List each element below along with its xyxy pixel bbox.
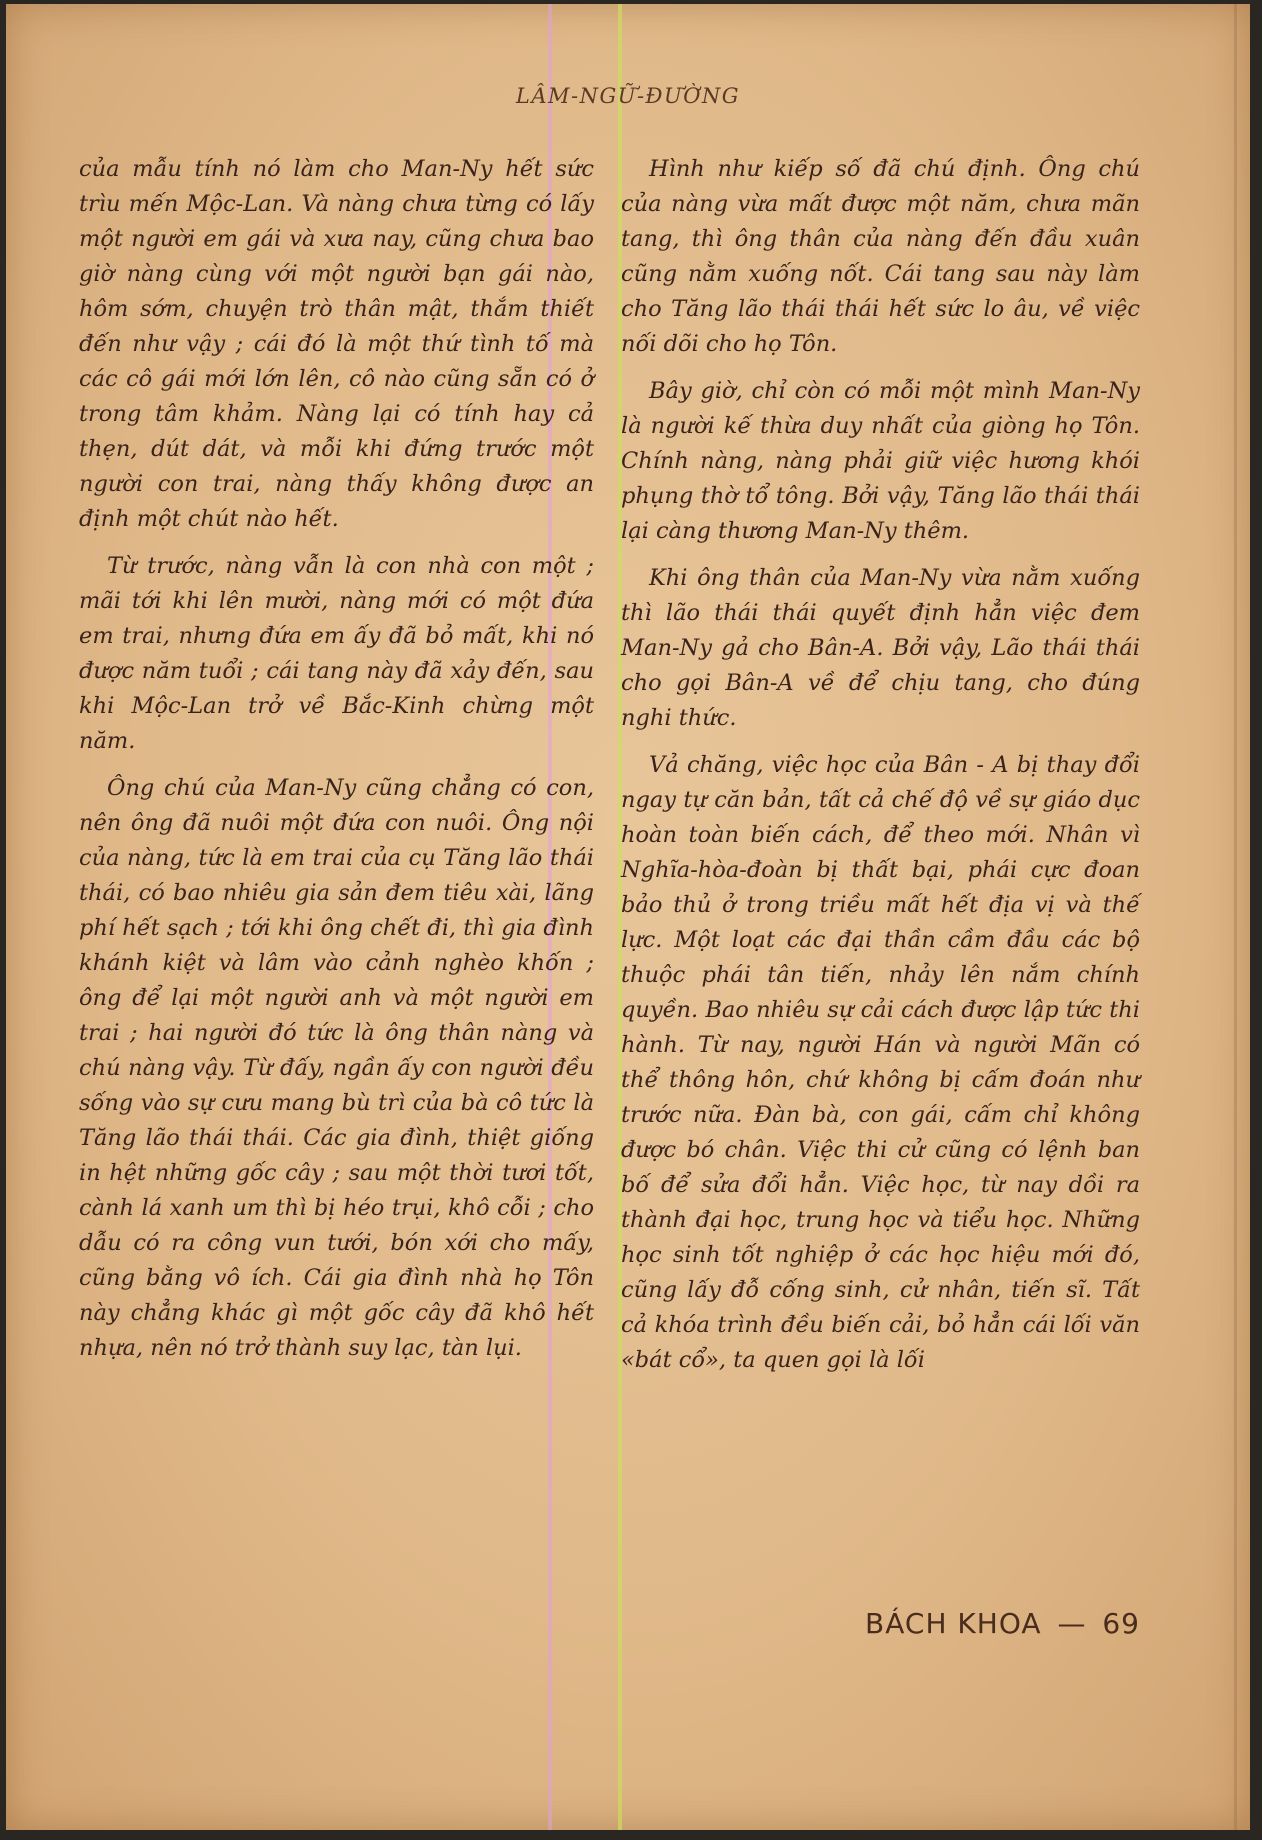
paragraph: Khi ông thân của Man-Ny vừa nằm xuống thì lão thái thái quyết định hẳn việc đem Man-Ny gả cho Bân-A. Bởi vậy, Lão thái thái cho gọi Bân-A về để chịu tang, cho đúng nghi thức. [621, 565, 1140, 731]
magazine-name: BÁCH KHOA [865, 1607, 1042, 1640]
paragraph: Hình như kiếp số đã chú định. Ông chú của nàng vừa mất được một năm, chưa mãn tang, thì ông thân của nàng đến đầu xuân cũng nằm xuống nốt. Cái tang sau này làm cho Tăng lão thái thái hết sức lo âu, về việc nối dõi cho họ Tôn. [621, 156, 1140, 357]
page-edge-shadow [1234, 4, 1237, 1830]
footer-dash: — [1057, 1607, 1087, 1640]
paragraph: Vả chăng, việc học của Bân - A bị thay đổi ngay tự căn bản, tất cả chế độ về sự giáo dục hoàn toàn biến cách, để theo mới. Nhân vì Nghĩa-hòa-đoàn bị thất bại, phái cực đoan bảo thủ ở trong triều mất hết địa vị và thế lực. Một loạt các đại thần cầm đầu các bộ thuộc phái tân tiến, nhảy lên nắm chính quyền. Bao nhiêu sự cải cách được lập tức thi hành. Từ nay, người Hán và người Mãn có thể thông hôn, chứ không bị cấm đoán như trước nữa. Đàn bà, con gái, cấm chỉ không được bó chân. Việc thi cử cũng có lệnh ban bố để sửa đổi hẳn. Việc học, từ nay dồi ra thành đại học, trung học và tiểu học. Những học sinh tốt nghiệp ở các học hiệu mới đó, cũng lấy đỗ cống sinh, cử nhân, tiến sĩ. Tất cả khóa trình đều biến cải, bỏ hẳn cái lối văn «bát cổ», ta quen gọi là lối [621, 752, 1140, 1373]
page-footer [859, 1607, 1140, 1640]
paragraph: Ông chú của Man-Ny cũng chẳng có con, nên ông đã nuôi một đứa con nuôi. Ông nội của nàng, tức là em trai của cụ Tăng lão thái thái, có bao nhiêu gia sản đem tiêu xài, lãng phí hết sạch ; tới khi ông chết đi, thì gia đình khánh kiệt và lâm vào cảnh nghèo khốn ; ông để lại một người anh và một người em trai ; hai người đó tức là ông thân nàng và chú nàng vậy. Từ đấy, ngần ấy con người đều sống vào sự cưu mang bù trì của bà cô tức là Tăng lão thái thái. Các gia đình, thiệt giống in hệt những gốc cây ; sau một thời tươi tốt, cành lá xanh um thì bị héo trụi, khô cỗi ; cho dẫu có ra công vun tưới, bón xới cho mấy, cũng bằng vô ích. Cái gia đình nhà họ Tôn này chẳng khác gì một gốc cây đã khô hết nhựa, nên nó trở thành suy lạc, tàn lụi. [79, 775, 594, 1361]
book-page [6, 4, 1250, 1830]
paragraph: Từ trước, nàng vẫn là con nhà con một ; mãi tới khi lên mười, nàng mới có một đứa em trai, nhưng đứa em ấy đã bỏ mất, khi nó được năm tuổi ; cái tang này đã xảy đến, sau khi Mộc-Lan trở về Bắc-Kinh chừng một năm. [79, 553, 594, 754]
paragraph: Bây giờ, chỉ còn có mỗi một mình Man-Ny là người kế thừa duy nhất của giòng họ Tôn. Chính nàng, nàng phải giữ việc hương khói phụng thờ tổ tông. Bởi vậy, Tăng lão thái thái lại càng thương Man-Ny thêm. [621, 378, 1140, 544]
paragraph: của mẫu tính nó làm cho Man-Ny hết sức trìu mến Mộc-Lan. Và nàng chưa từng có lấy một người em gái và xưa nay, cũng chưa bao giờ nàng cùng với một người bạn gái nào, hôm sớm, chuyện trò thân mật, thắm thiết đến như vậy ; cái đó là một thứ tình tố mà các cô gái mới lớn lên, cô nào cũng sẵn có ở trong tâm khảm. Nàng lại có tính hay cả thẹn, dút dát, và mỗi khi đứng trước một người con trai, nàng thấy không được an định một chút nào hết. [79, 156, 594, 532]
left-text-column [79, 152, 594, 1378]
page-number: 69 [1102, 1607, 1140, 1640]
right-text-column [621, 152, 1140, 1390]
running-head: LÂM-NGỮ-ĐƯỜNG [515, 84, 741, 108]
